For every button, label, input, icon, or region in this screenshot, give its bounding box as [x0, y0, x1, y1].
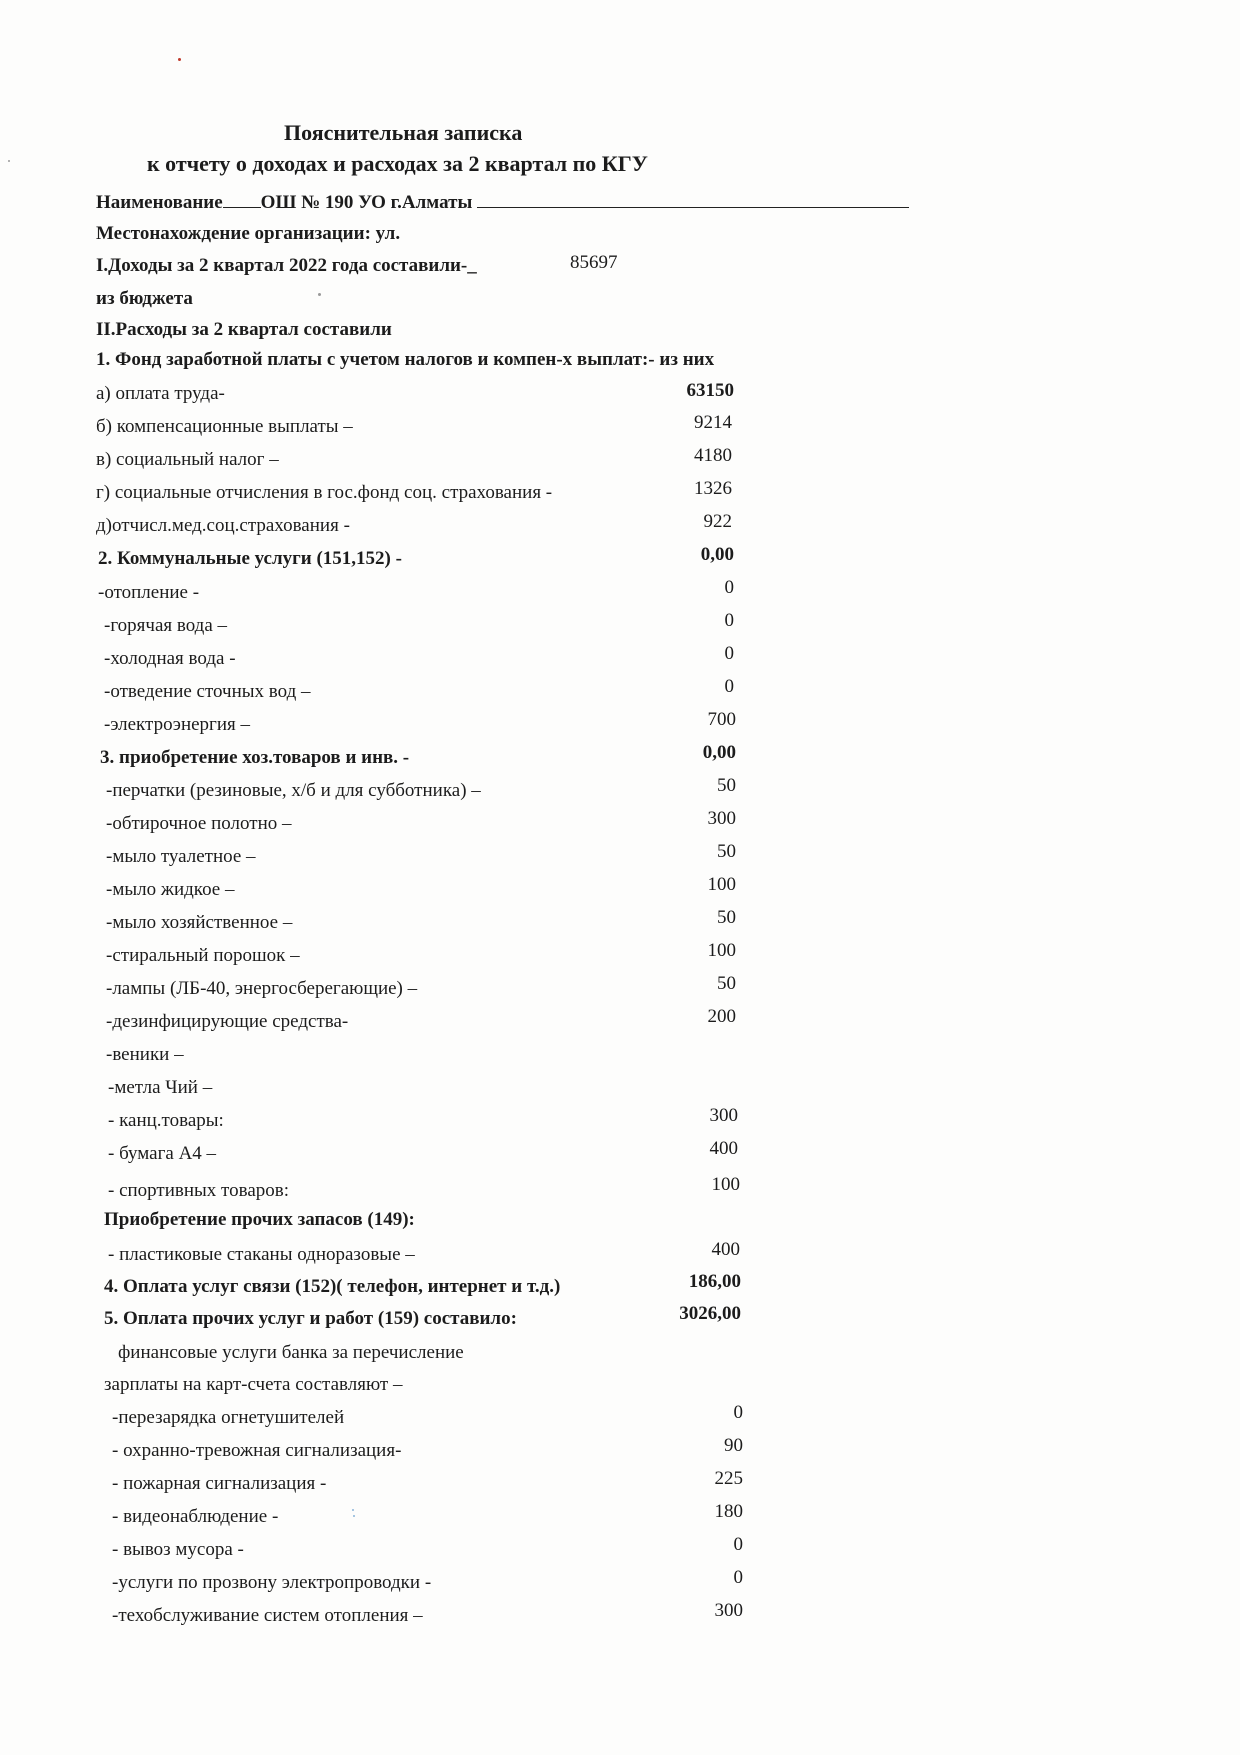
scan-speck [178, 58, 181, 61]
s2-item-value: 700 [707, 709, 736, 730]
s1-item-value: 9214 [694, 412, 732, 433]
scan-speck [8, 160, 10, 162]
section-5-note-line-2: зарплаты на карт-счета составляют – [104, 1374, 403, 1395]
s3-item-label: -дезинфицирующие средства- [106, 1011, 349, 1032]
name-line [96, 191, 909, 214]
s3-item-value: 200 [707, 1006, 736, 1027]
s1-item-value: 922 [703, 511, 732, 532]
s3-item-value: 100 [707, 940, 736, 961]
scan-speck [353, 1515, 355, 1517]
s5-item-label: -техобслуживание систем отопления – [112, 1605, 423, 1626]
other-stock-item-label: - пластиковые стаканы одноразовые – [108, 1244, 415, 1265]
s3-item-label: -мыло хозяйственное – [106, 912, 293, 933]
income-value: 85697 [570, 252, 618, 273]
s3-item-label: -веники – [106, 1044, 184, 1065]
income-source: из бюджета [96, 288, 193, 309]
s3-item-value: 100 [711, 1174, 740, 1195]
s3-item-value: 50 [717, 775, 736, 796]
s3-item-value: 50 [717, 841, 736, 862]
other-stock-item-value: 400 [711, 1239, 740, 1260]
s3-item-value: 50 [717, 973, 736, 994]
s5-item-value: 90 [724, 1435, 743, 1456]
s5-item-label: - пожарная сигнализация - [112, 1473, 327, 1494]
s2-item-label: -холодная вода - [104, 648, 236, 669]
name-value: ОШ № 190 УО г.Алматы [260, 192, 473, 213]
s5-item-value: 0 [733, 1534, 743, 1555]
section-2-heading: 2. Коммунальные услуги (151,152) - [98, 548, 402, 569]
s1-item-label: а) оплата труда- [96, 383, 225, 404]
s1-item-label: б) компенсационные выплаты – [96, 416, 353, 437]
section-5-total: 3026,00 [679, 1303, 741, 1324]
s2-item-value: 0 [724, 610, 734, 631]
section-5-note-line-1: финансовые услуги банка за перечисление [118, 1342, 464, 1363]
name-label: Наименование [96, 192, 223, 213]
s5-item-label: -услуги по прозвону электропроводки - [112, 1572, 432, 1593]
s2-item-label: -отведение сточных вод – [104, 681, 311, 702]
s3-item-label: -стиральный порошок – [106, 945, 300, 966]
s3-item-value: 300 [709, 1105, 738, 1126]
s5-item-value: 225 [714, 1468, 743, 1489]
section-5-heading: 5. Оплата прочих услуг и работ (159) составило: [104, 1308, 517, 1329]
other-stock-heading: Приобретение прочих запасов (149): [104, 1209, 415, 1230]
location-line: Местонахождение организации: ул. [96, 223, 401, 244]
s5-item-label: - охранно-тревожная сигнализация- [112, 1440, 402, 1461]
section-3-total: 0,00 [702, 742, 736, 763]
s2-item-value: 0 [724, 577, 734, 598]
s2-item-value: 0 [724, 643, 734, 664]
s5-item-value: 0 [733, 1402, 743, 1423]
section-2-total: 0,00 [700, 544, 734, 565]
s3-item-value: 50 [717, 907, 736, 928]
s1-item-value: 4180 [694, 445, 732, 466]
section-4-heading: 4. Оплата услуг связи (152)( телефон, интернет и т.д.) [104, 1276, 561, 1297]
s3-item-label: -мыло туалетное – [106, 846, 256, 867]
s3-item-label: - канц.товары: [108, 1110, 224, 1131]
s5-item-value: 300 [714, 1600, 743, 1621]
s3-item-label: -обтирочное полотно – [106, 813, 292, 834]
s2-item-label: -горячая вода – [104, 615, 228, 636]
s1-item-label: д)отчисл.мед.соц.страхования - [96, 515, 350, 536]
title-line-2: к отчету о доходах и расходах за 2 квартал по КГУ [147, 151, 648, 176]
s1-item-value: 1326 [694, 478, 732, 499]
s5-item-label: - вывоз мусора - [112, 1539, 244, 1560]
s3-item-label: -перчатки (резиновые, х/б и для субботника) – [106, 780, 481, 801]
s3-item-label: - бумага А4 – [108, 1143, 217, 1164]
s1-item-label: г) социальные отчисления в гос.фонд соц. страхования - [96, 482, 553, 503]
s3-item-label: - спортивных товаров: [108, 1180, 290, 1201]
section-3-heading: 3. приобретение хоз.товаров и инв. - [100, 747, 410, 768]
s1-item-label: в) социальный налог – [96, 449, 279, 470]
s5-item-value: 180 [714, 1501, 743, 1522]
section-1-heading: 1. Фонд заработной платы с учетом налогов и компен-х выплат:- из них [96, 349, 715, 370]
s5-item-label: - видеонаблюдение - [112, 1506, 279, 1527]
s3-item-value: 100 [707, 874, 736, 895]
s3-item-value: 300 [707, 808, 736, 829]
scan-speck [318, 293, 321, 296]
s2-item-label: -отопление - [98, 582, 200, 603]
section-4-total: 186,00 [688, 1271, 741, 1292]
s5-item-label: -перезарядка огнетушителей [112, 1407, 345, 1428]
title-line-1: Пояснительная записка [284, 120, 523, 145]
expenses-heading: II.Расходы за 2 квартал составили [96, 319, 392, 340]
s3-item-label: -мыло жидкое – [106, 879, 235, 900]
scan-speck [352, 1509, 354, 1511]
s2-item-label: -электроэнергия – [104, 714, 251, 735]
s2-item-value: 0 [724, 676, 734, 697]
income-line: I.Доходы за 2 квартал 2022 года составили-_ [96, 255, 477, 276]
s3-item-value: 400 [709, 1138, 738, 1159]
s1-item-value: 63150 [686, 380, 734, 401]
s3-item-label: -лампы (ЛБ-40, энергосберегающие) – [106, 978, 418, 999]
s5-item-value: 0 [733, 1567, 743, 1588]
s3-item-label: -метла Чий – [108, 1077, 213, 1098]
